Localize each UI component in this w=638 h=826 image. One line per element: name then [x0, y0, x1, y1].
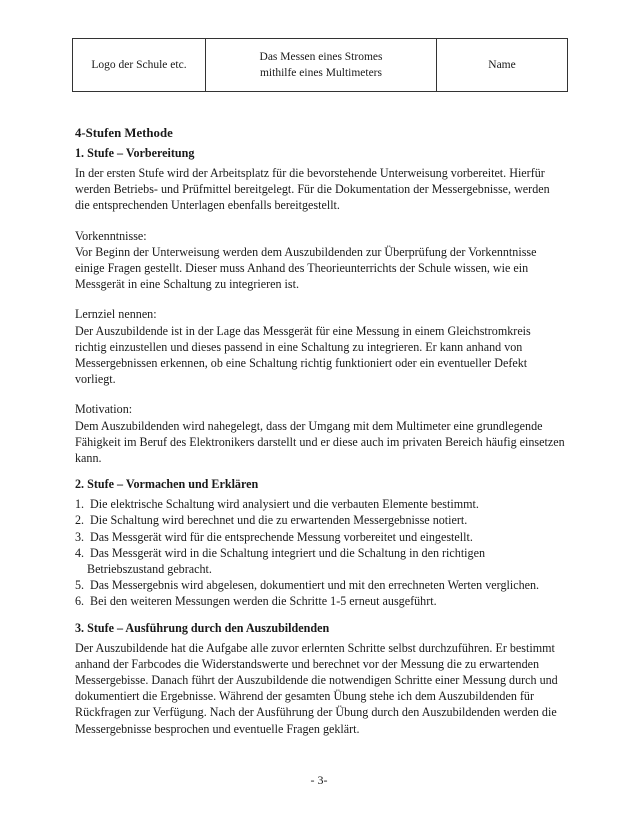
document-body [75, 125, 565, 737]
name-cell: Name [437, 39, 568, 92]
motivation-text: Dem Auszubildenden wird nahegelegt, dass der Umgang mit dem Multimeter eine grundlegende Fähigkeit im Beruf des Elektronikers darstellt und er diese auch im privaten Bereich häufig einsetzen kann. [75, 418, 565, 466]
page-number: - 3- [310, 773, 328, 787]
stage1-intro: In der ersten Stufe wird der Arbeitsplatz für die bevorstehende Unterweisung vorbereitet. Hierfür werden Betriebs- und Prüfmittel bereitgelegt. Für die Dokumentation der Messergebnisse, werden die entsprechenden Unterlagen ebenfalls bereitgestellt. [75, 166, 550, 213]
title-line-2: mithilfe eines Multimeters [259, 67, 382, 79]
stage2-heading: 2. Stufe – Vormachen und Erklären [75, 477, 259, 492]
list-item: 4. Das Messgerät wird in die Schaltung integriert und die Schaltung in den richtigen Betriebszustand gebracht. [75, 545, 486, 577]
list-item: 5. Das Messergebnis wird abgelesen, dokumentiert und mit den errechneten Werten verglichen. [75, 578, 540, 593]
logo-cell: Logo der Schule etc. [73, 39, 206, 92]
vorkenntnisse-label: Vorkenntnisse: [75, 228, 147, 243]
stage3-heading: 3. Stufe – Ausführung durch den Auszubildenden [75, 620, 330, 635]
motivation-label: Motivation: [75, 402, 133, 417]
lernziel-label: Lernziel nennen: [75, 307, 157, 322]
title-line-1: Das Messen eines Stromes [259, 51, 383, 63]
title-cell [206, 39, 437, 92]
vorkenntnisse-text: Vor Beginn der Unterweisung werden dem Auszubildenden zur Überprüfung der Vorkenntnisse einige Fragen gestellt. Dieser muss Anhand des Theorieunterrichts der Schule wissen, wie ein Messgerät in eine Schaltung zu integrieren ist. [75, 244, 537, 292]
list-item: 1. Die elektrische Schaltung wird analysiert und die verbauten Elemente bestimmt. [75, 497, 479, 512]
stage1-heading: 1. Stufe – Vorbereitung [75, 146, 195, 160]
list-item: 2. Die Schaltung wird berechnet und die zu erwartenden Messergebnisse notiert. [75, 513, 468, 528]
document-title: 4-Stufen Methode [75, 126, 173, 140]
list-item: 6. Bei den weiteren Messungen werden die Schritte 1-5 erneut ausgeführt. [75, 594, 437, 609]
stage2-steps [75, 496, 565, 609]
list-item: 3. Das Messgerät wird für die entsprechende Messung vorbereitet und eingestellt. [75, 529, 473, 544]
lernziel-text: Der Auszubildende ist in der Lage das Messgerät für eine Messung in einem Gleichstromkreis richtig einzustellen und dieses passend in eine Schaltung zu integrieren. Er kann anhand von Messergebnissen erkennen, ob eine Schaltung richtig funktioniert oder ein eventueller Defekt vorliegt. [75, 323, 531, 387]
stage3-text: Der Auszubildende hat die Aufgabe alle zuvor erlernten Schritte selbst durchzuführen. Er bestimmt anhand der Farbcodes die Widerstandswerte und berechnet vor der Messung die zu erwartenden Messergebisse. Danach führt der Auszubildende die notwendigen Schritte einer Messung durch und dokumentiert die Ergebnisse. Während der gesamten Übung stehe ich dem Auszubildenden für Rückfragen zur Verfügung. Nach der Ausführung der Übung durch den Auszubildenden werden die Messergebnisse besprochen und eventuelle Fragen geklärt. [75, 640, 558, 736]
header-table [72, 38, 568, 92]
